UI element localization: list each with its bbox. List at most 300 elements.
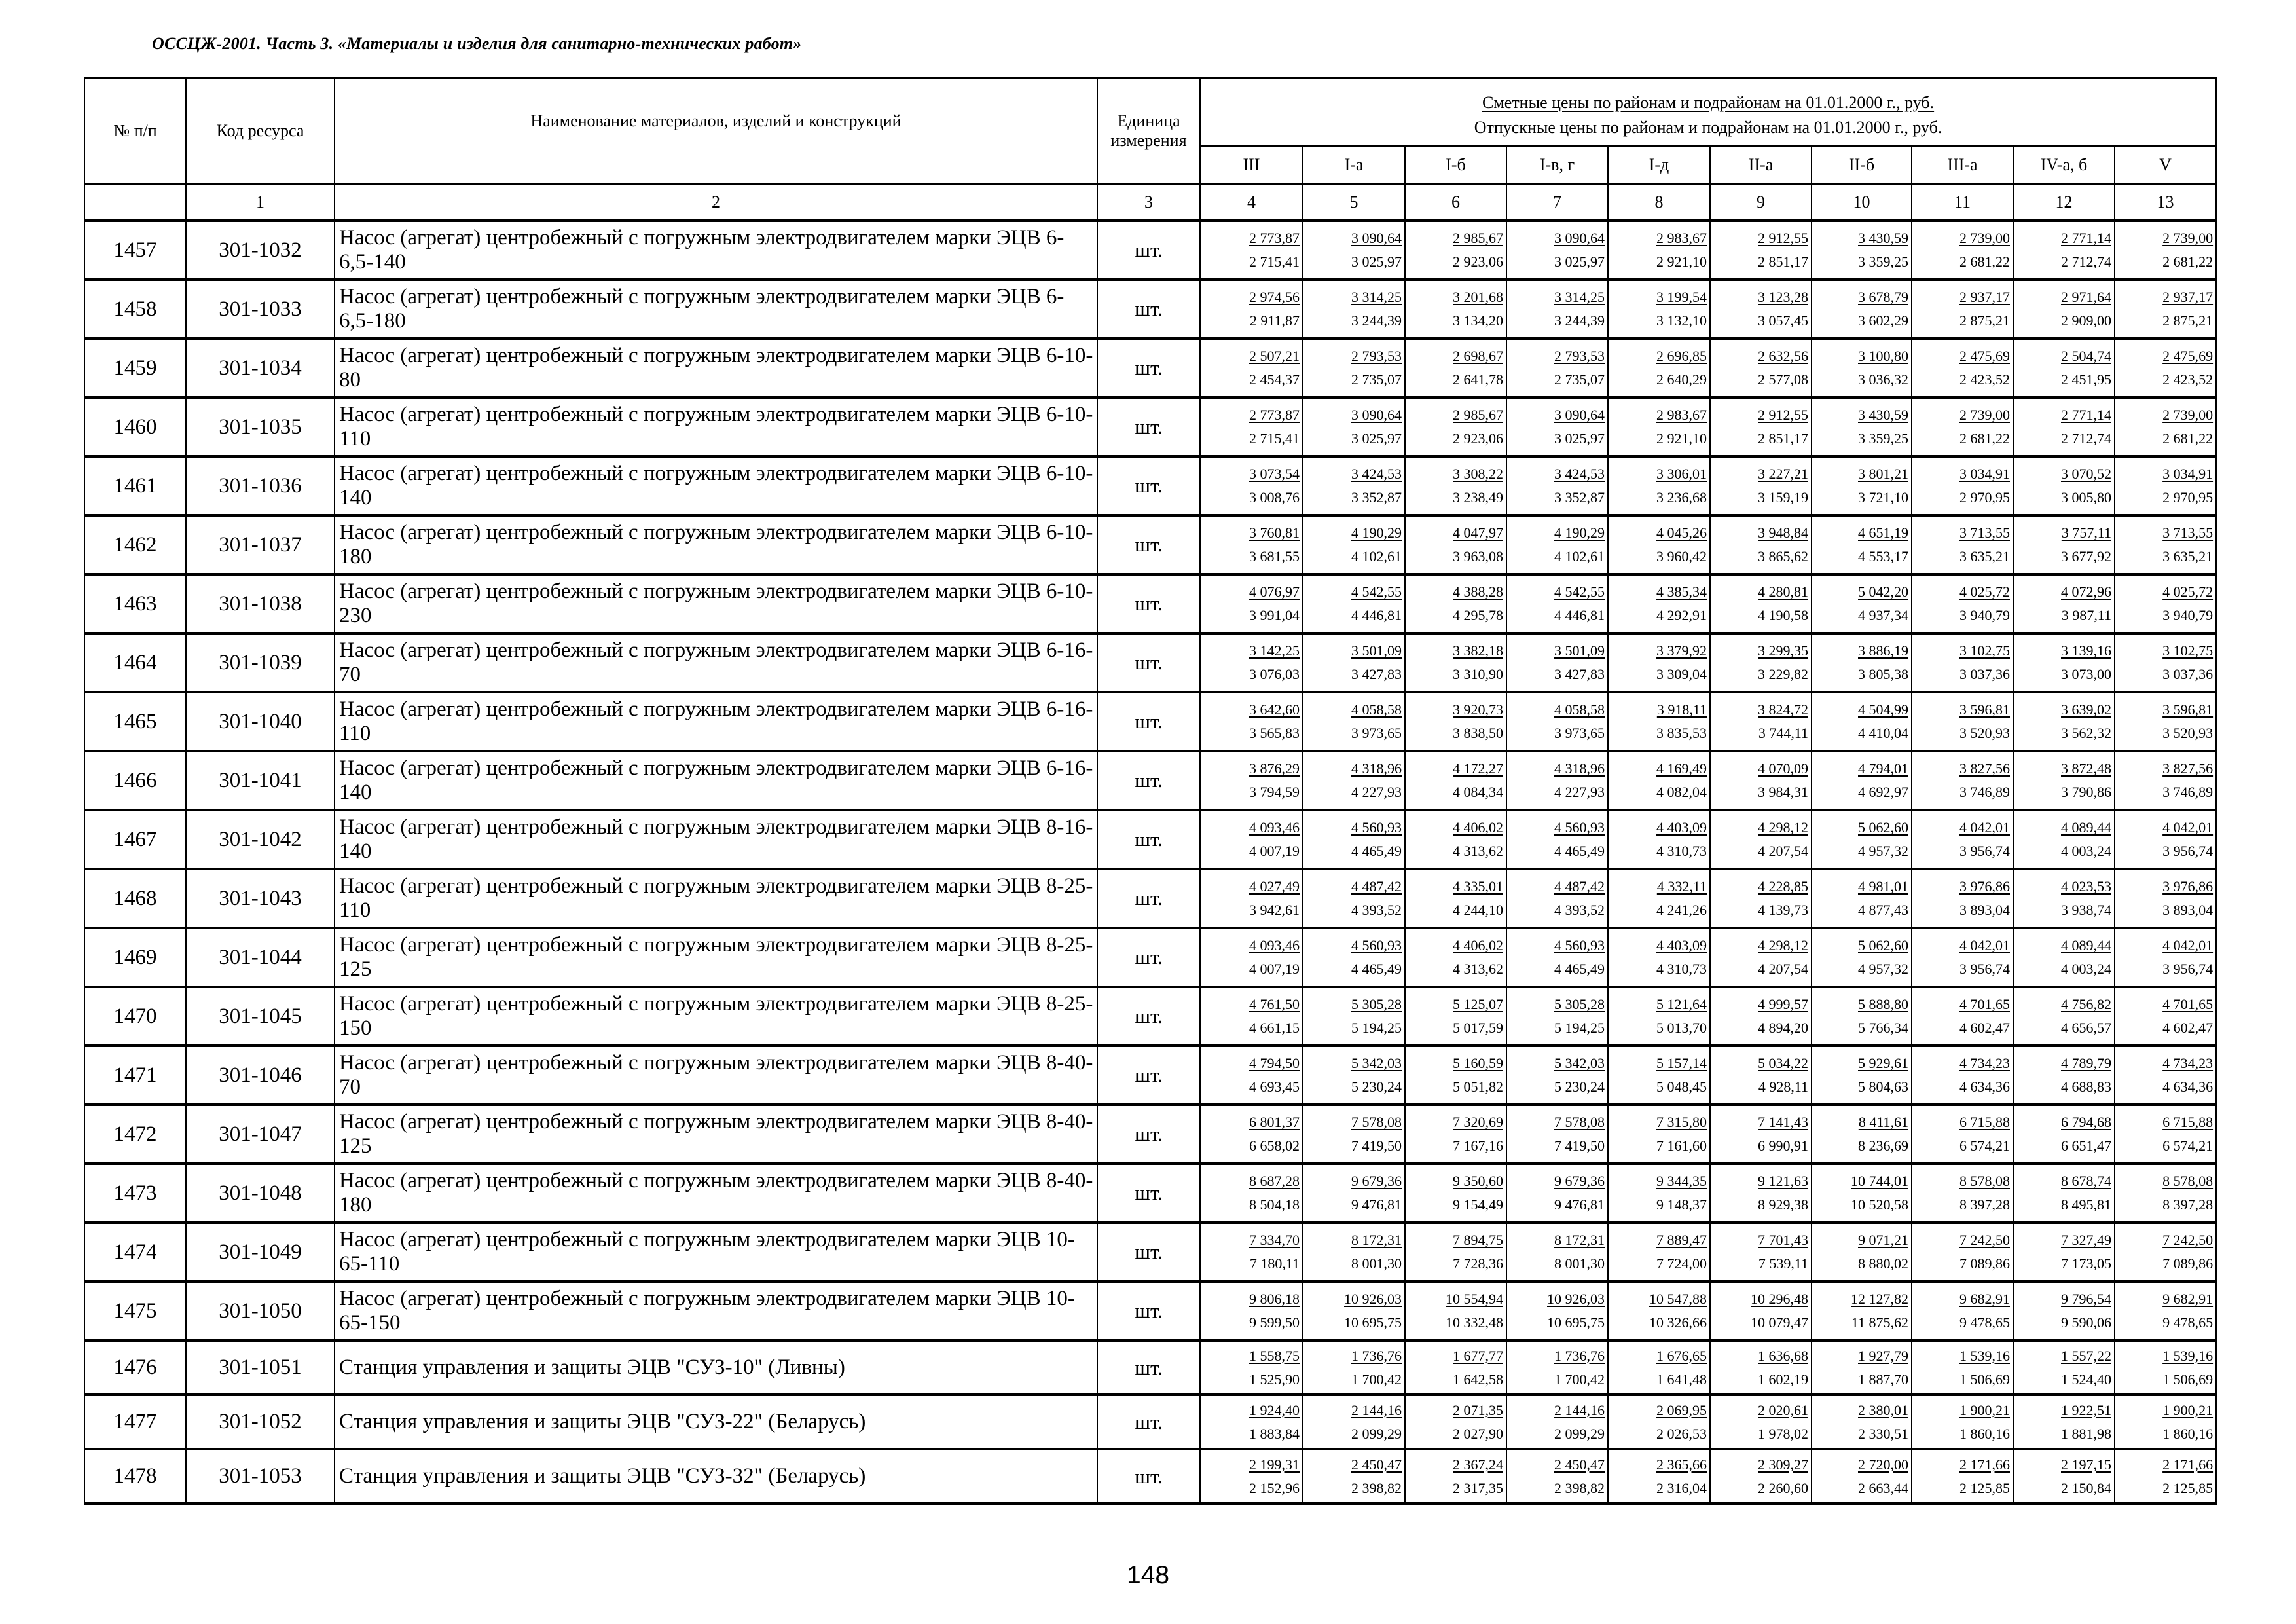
item-name: Насос (агрегат) центробежный с погружным электродвигателем марки ЭЦВ 10-65-110	[335, 1223, 1097, 1282]
estimate-price: 9 806,18	[1249, 1291, 1300, 1307]
estimate-price: 4 093,46	[1249, 937, 1300, 953]
release-price: 3 973,65	[1554, 725, 1605, 741]
release-price: 4 207,54	[1758, 843, 1808, 859]
estimate-price: 4 560,93	[1554, 819, 1605, 836]
table-row	[84, 810, 2216, 869]
price-cell	[1405, 1395, 1506, 1449]
release-price: 3 835,53	[1656, 725, 1707, 741]
estimate-price: 5 888,80	[1858, 996, 1908, 1012]
estimate-price: 7 315,80	[1656, 1114, 1707, 1130]
estimate-price: 5 342,03	[1351, 1055, 1402, 1071]
resource-code: 301-1041	[186, 751, 335, 810]
price-cell	[2013, 1046, 2115, 1105]
resource-code: 301-1048	[186, 1164, 335, 1223]
price-cell	[1608, 397, 1710, 456]
estimate-price: 2 020,61	[1758, 1401, 1808, 1418]
estimate-price: 4 701,65	[1959, 996, 2010, 1012]
price-cell	[1405, 633, 1506, 692]
price-cell	[1200, 1340, 1303, 1395]
row-number: 1472	[84, 1105, 186, 1164]
release-price: 4 241,26	[1656, 902, 1707, 918]
release-price: 2 423,52	[2162, 371, 2214, 388]
resource-code: 301-1052	[186, 1395, 335, 1449]
estimate-price: 3 102,75	[1959, 642, 2010, 659]
release-price: 4 393,52	[1351, 902, 1402, 918]
release-price: 3 025,97	[1554, 430, 1605, 447]
estimate-price: 1 557,22	[2061, 1347, 2111, 1364]
row-number: 1470	[84, 987, 186, 1046]
estimate-price: 4 734,23	[2162, 1055, 2214, 1071]
header-region: I-д	[1608, 146, 1710, 184]
price-cell	[1303, 1282, 1405, 1340]
estimate-price: 4 042,01	[1959, 819, 2010, 836]
estimate-price: 3 886,19	[1858, 642, 1908, 659]
release-price: 3 076,03	[1249, 666, 1300, 682]
row-number: 1478	[84, 1449, 186, 1504]
estimate-price: 4 318,96	[1351, 760, 1402, 777]
release-price: 7 089,86	[1959, 1255, 2010, 1272]
estimate-price: 3 090,64	[1554, 407, 1605, 423]
estimate-price: 2 475,69	[1959, 348, 2010, 364]
estimate-price: 3 199,54	[1656, 289, 1707, 305]
price-cell	[2115, 339, 2216, 397]
release-price: 3 805,38	[1858, 666, 1908, 682]
table-row	[84, 1449, 2216, 1504]
release-price: 4 007,19	[1249, 961, 1300, 977]
estimate-price: 2 475,69	[2162, 348, 2214, 364]
release-price: 2 921,10	[1656, 253, 1707, 270]
release-price: 8 880,02	[1858, 1255, 1908, 1272]
price-cell	[1812, 339, 1912, 397]
release-price: 3 960,42	[1656, 548, 1707, 564]
header-region: III	[1200, 146, 1303, 184]
release-price: 4 446,81	[1351, 607, 1402, 623]
release-price: 4 693,45	[1249, 1079, 1300, 1095]
column-number: 8	[1608, 184, 1710, 221]
price-cell	[1200, 1282, 1303, 1340]
price-cell	[1710, 1340, 1812, 1395]
table-row	[84, 751, 2216, 810]
release-price: 4 082,04	[1656, 784, 1707, 800]
estimate-price: 3 034,91	[2162, 466, 2214, 482]
price-cell	[1812, 1164, 1912, 1223]
estimate-price: 4 298,12	[1758, 937, 1808, 953]
estimate-price: 4 761,50	[1249, 996, 1300, 1012]
unit-cell: шт.	[1097, 1282, 1200, 1340]
price-cell	[2115, 987, 2216, 1046]
estimate-price: 7 701,43	[1758, 1232, 1808, 1248]
price-cell	[2115, 928, 2216, 987]
release-price: 5 013,70	[1656, 1020, 1707, 1036]
release-price: 2 398,82	[1351, 1479, 1402, 1496]
release-price: 5 766,34	[1858, 1020, 1908, 1036]
price-cell	[1506, 339, 1608, 397]
estimate-price: 2 171,66	[2162, 1456, 2214, 1473]
estimate-price: 3 090,64	[1351, 230, 1402, 246]
release-price: 2 663,44	[1858, 1479, 1908, 1496]
release-price: 4 465,49	[1351, 843, 1402, 859]
release-price: 3 942,61	[1249, 902, 1300, 918]
price-cell	[1405, 1282, 1506, 1340]
price-cell	[1710, 456, 1812, 515]
price-cell	[1710, 1395, 1812, 1449]
estimate-price: 8 578,08	[1959, 1173, 2010, 1189]
row-number: 1460	[84, 397, 186, 456]
estimate-price: 2 793,53	[1554, 348, 1605, 364]
release-price: 2 715,41	[1249, 430, 1300, 447]
release-price: 3 025,97	[1554, 253, 1605, 270]
release-price: 2 260,60	[1758, 1479, 1808, 1496]
price-cell	[1405, 515, 1506, 574]
price-cell	[1506, 1046, 1608, 1105]
price-cell	[1200, 1046, 1303, 1105]
release-price: 2 641,78	[1453, 371, 1503, 388]
estimate-price: 3 382,18	[1453, 642, 1503, 659]
price-cell	[1200, 456, 1303, 515]
estimate-price: 3 430,59	[1858, 230, 1908, 246]
estimate-price: 3 090,64	[1554, 230, 1605, 246]
release-price: 3 025,97	[1351, 253, 1402, 270]
resource-code: 301-1038	[186, 574, 335, 633]
header-region: III-а	[1912, 146, 2013, 184]
unit-cell: шт.	[1097, 574, 1200, 633]
price-cell	[1812, 1105, 1912, 1164]
release-price: 4 310,73	[1656, 843, 1707, 859]
column-number: 6	[1405, 184, 1506, 221]
estimate-price: 3 073,54	[1249, 466, 1300, 482]
release-price: 10 520,58	[1851, 1196, 1908, 1213]
price-cell	[1200, 515, 1303, 574]
price-cell	[1200, 751, 1303, 810]
price-cell	[2013, 928, 2115, 987]
estimate-price: 3 872,48	[2061, 760, 2111, 777]
row-number: 1476	[84, 1340, 186, 1395]
release-price: 8 397,28	[2162, 1196, 2214, 1213]
estimate-price: 4 042,01	[2162, 937, 2214, 953]
price-cell	[1912, 280, 2013, 339]
release-price: 1 860,16	[1959, 1425, 2010, 1442]
release-price: 2 735,07	[1351, 371, 1402, 388]
release-price: 2 911,87	[1249, 312, 1300, 329]
unit-cell: шт.	[1097, 987, 1200, 1046]
release-price: 1 978,02	[1758, 1425, 1808, 1442]
release-price: 3 721,10	[1858, 489, 1908, 506]
release-price: 4 227,93	[1554, 784, 1605, 800]
release-price: 2 316,04	[1656, 1479, 1707, 1496]
release-price: 2 921,10	[1656, 430, 1707, 447]
price-cell	[2115, 515, 2216, 574]
release-price: 2 125,85	[1959, 1479, 2010, 1496]
release-price: 5 051,82	[1453, 1079, 1503, 1095]
estimate-price: 6 794,68	[2061, 1114, 2111, 1130]
estimate-price: 8 172,31	[1554, 1232, 1605, 1248]
price-cell	[2115, 456, 2216, 515]
item-name: Насос (агрегат) центробежный с погружным электродвигателем марки ЭЦВ 10-65-150	[335, 1282, 1097, 1340]
price-cell	[1200, 1395, 1303, 1449]
price-cell	[2115, 1164, 2216, 1223]
price-cell	[1506, 1164, 1608, 1223]
price-cell	[1303, 574, 1405, 633]
estimate-price: 10 547,88	[1649, 1291, 1707, 1307]
estimate-price: 3 948,84	[1758, 525, 1808, 541]
price-cell	[1303, 751, 1405, 810]
price-cell	[1506, 928, 1608, 987]
price-cell	[2013, 280, 2115, 339]
price-cell	[2115, 1449, 2216, 1504]
release-price: 10 695,75	[1344, 1314, 1402, 1331]
price-cell	[1812, 1340, 1912, 1395]
estimate-price: 3 642,60	[1249, 701, 1300, 718]
price-cell	[1710, 633, 1812, 692]
item-name: Станция управления и защиты ЭЦВ "СУЗ-10" (Ливны)	[335, 1340, 1097, 1395]
estimate-price: 2 773,87	[1249, 407, 1300, 423]
price-cell	[1506, 280, 1608, 339]
table-row	[84, 456, 2216, 515]
unit-cell: шт.	[1097, 221, 1200, 280]
item-name: Насос (агрегат) центробежный с погружным электродвигателем марки ЭЦВ 6-10-80	[335, 339, 1097, 397]
release-price: 4 692,97	[1858, 784, 1908, 800]
estimate-price: 4 794,01	[1858, 760, 1908, 777]
price-cell	[1912, 928, 2013, 987]
estimate-price: 4 335,01	[1453, 878, 1503, 895]
estimate-price: 3 424,53	[1554, 466, 1605, 482]
price-cell	[1405, 280, 1506, 339]
estimate-price: 4 042,01	[1959, 937, 2010, 953]
price-cell	[1812, 810, 1912, 869]
row-number: 1457	[84, 221, 186, 280]
estimate-price: 4 385,34	[1656, 583, 1707, 600]
estimate-price: 7 578,08	[1351, 1114, 1402, 1130]
price-cell	[2115, 869, 2216, 928]
estimate-price: 3 801,21	[1858, 466, 1908, 482]
estimate-price: 2 450,47	[1554, 1456, 1605, 1473]
release-price: 3 973,65	[1351, 725, 1402, 741]
release-price: 4 688,83	[2061, 1079, 2111, 1095]
estimate-price: 2 199,31	[1249, 1456, 1300, 1473]
release-price: 1 602,19	[1758, 1371, 1808, 1388]
table-row	[84, 928, 2216, 987]
release-price: 2 099,29	[1554, 1425, 1605, 1442]
unit-cell: шт.	[1097, 339, 1200, 397]
header-region: V	[2115, 146, 2216, 184]
price-cell	[1405, 1105, 1506, 1164]
release-price: 5 017,59	[1453, 1020, 1503, 1036]
estimate-price: 3 596,81	[2162, 701, 2214, 718]
price-cell	[1200, 869, 1303, 928]
release-price: 3 520,93	[2162, 725, 2214, 741]
estimate-price: 2 450,47	[1351, 1456, 1402, 1473]
release-price: 2 712,74	[2061, 253, 2111, 270]
release-price: 7 419,50	[1351, 1137, 1402, 1154]
price-cell	[1912, 339, 2013, 397]
price-cell	[2115, 221, 2216, 280]
unit-cell: шт.	[1097, 1164, 1200, 1223]
estimate-price: 7 327,49	[2061, 1232, 2111, 1248]
release-price: 9 148,37	[1656, 1196, 1707, 1213]
release-price: 3 352,87	[1351, 489, 1402, 506]
price-cell	[1200, 280, 1303, 339]
price-cell	[1405, 574, 1506, 633]
row-number: 1475	[84, 1282, 186, 1340]
estimate-price: 2 720,00	[1858, 1456, 1908, 1473]
estimate-price: 2 983,67	[1656, 230, 1707, 246]
estimate-price: 4 388,28	[1453, 583, 1503, 600]
item-name: Насос (агрегат) центробежный с погружным электродвигателем марки ЭЦВ 6-16-70	[335, 633, 1097, 692]
item-name: Насос (агрегат) центробежный с погружным электродвигателем марки ЭЦВ 6-16-140	[335, 751, 1097, 810]
row-number: 1469	[84, 928, 186, 987]
price-cell	[2115, 1105, 2216, 1164]
price-cell	[2115, 1395, 2216, 1449]
release-price: 3 037,36	[1959, 666, 2010, 682]
price-cell	[1200, 1105, 1303, 1164]
release-price: 2 851,17	[1758, 253, 1808, 270]
price-cell	[1405, 1223, 1506, 1282]
price-cell	[1710, 751, 1812, 810]
release-price: 7 161,60	[1656, 1137, 1707, 1154]
price-cell	[1710, 928, 1812, 987]
unit-cell: шт.	[1097, 1395, 1200, 1449]
release-price: 3 036,32	[1858, 371, 1908, 388]
price-cell	[2013, 1395, 2115, 1449]
price-cell	[2013, 515, 2115, 574]
price-cell	[1710, 1164, 1812, 1223]
table-row	[84, 574, 2216, 633]
price-cell	[2115, 1223, 2216, 1282]
row-number: 1468	[84, 869, 186, 928]
price-cell	[2013, 574, 2115, 633]
estimate-price: 9 121,63	[1758, 1173, 1808, 1189]
release-price: 3 244,39	[1554, 312, 1605, 329]
price-table	[84, 77, 2217, 1505]
estimate-price: 4 072,96	[2061, 583, 2111, 600]
price-cell	[1506, 1223, 1608, 1282]
estimate-price: 10 926,03	[1547, 1291, 1605, 1307]
estimate-price: 7 334,70	[1249, 1232, 1300, 1248]
price-cell	[1912, 397, 2013, 456]
release-price: 3 057,45	[1758, 312, 1808, 329]
estimate-price: 2 696,85	[1656, 348, 1707, 364]
release-price: 2 712,74	[2061, 430, 2111, 447]
estimate-price: 7 894,75	[1453, 1232, 1503, 1248]
estimate-price: 4 560,93	[1351, 819, 1402, 836]
price-cell	[2013, 692, 2115, 751]
price-cell	[2115, 1340, 2216, 1395]
unit-cell: шт.	[1097, 928, 1200, 987]
price-cell	[1200, 221, 1303, 280]
estimate-price: 5 305,28	[1554, 996, 1605, 1012]
price-cell	[1710, 987, 1812, 1046]
price-cell	[1812, 574, 1912, 633]
release-price: 3 744,11	[1758, 725, 1808, 741]
estimate-price: 4 999,57	[1758, 996, 1808, 1012]
estimate-price: 3 139,16	[2061, 642, 2111, 659]
estimate-price: 7 889,47	[1656, 1232, 1707, 1248]
release-price: 3 359,25	[1858, 430, 1908, 447]
unit-cell: шт.	[1097, 1105, 1200, 1164]
price-cell	[1608, 515, 1710, 574]
estimate-price: 2 504,74	[2061, 348, 2111, 364]
estimate-price: 7 242,50	[1959, 1232, 2010, 1248]
price-cell	[1506, 515, 1608, 574]
release-price: 2 970,95	[1959, 489, 2010, 506]
release-price: 3 984,31	[1758, 784, 1808, 800]
estimate-price: 3 678,79	[1858, 289, 1908, 305]
header-prices-estimate: Сметные цены по районам и подрайонам на 01.01.2000 г., руб.	[1482, 93, 1935, 112]
row-number: 1466	[84, 751, 186, 810]
price-cell	[1303, 1105, 1405, 1164]
estimate-price: 8 411,61	[1858, 1114, 1908, 1130]
price-cell	[1912, 1164, 2013, 1223]
unit-cell: шт.	[1097, 1223, 1200, 1282]
price-cell	[2013, 869, 2115, 928]
estimate-price: 2 937,17	[2162, 289, 2214, 305]
price-cell	[1812, 1046, 1912, 1105]
release-price: 3 838,50	[1453, 725, 1503, 741]
header-region: I-а	[1303, 146, 1405, 184]
estimate-price: 2 985,67	[1453, 407, 1503, 423]
estimate-price: 3 100,80	[1858, 348, 1908, 364]
release-price: 2 909,00	[2061, 312, 2111, 329]
estimate-price: 12 127,82	[1851, 1291, 1908, 1307]
release-price: 4 602,47	[1959, 1020, 2010, 1036]
estimate-price: 2 739,00	[2162, 407, 2214, 423]
price-cell	[1200, 692, 1303, 751]
estimate-price: 3 713,55	[2162, 525, 2214, 541]
header-prices	[1200, 78, 2216, 146]
estimate-price: 5 160,59	[1453, 1055, 1503, 1071]
estimate-price: 2 983,67	[1656, 407, 1707, 423]
estimate-price: 9 350,60	[1453, 1173, 1503, 1189]
estimate-price: 3 201,68	[1453, 289, 1503, 305]
price-cell	[1812, 280, 1912, 339]
release-price: 1 524,40	[2061, 1371, 2111, 1388]
estimate-price: 9 344,35	[1656, 1173, 1707, 1189]
unit-cell: шт.	[1097, 751, 1200, 810]
release-price: 2 875,21	[1959, 312, 2010, 329]
release-price: 1 883,84	[1249, 1425, 1300, 1442]
release-price: 3 794,59	[1249, 784, 1300, 800]
release-price: 4 227,93	[1351, 784, 1402, 800]
release-price: 4 313,62	[1453, 961, 1503, 977]
release-price: 6 658,02	[1249, 1137, 1300, 1154]
item-name: Насос (агрегат) центробежный с погружным электродвигателем марки ЭЦВ 6-10-140	[335, 456, 1097, 515]
price-cell	[1608, 1105, 1710, 1164]
price-cell	[2013, 1105, 2115, 1164]
price-cell	[1506, 869, 1608, 928]
price-cell	[1608, 280, 1710, 339]
price-cell	[1405, 397, 1506, 456]
price-cell	[2013, 221, 2115, 280]
estimate-price: 4 981,01	[1858, 878, 1908, 895]
release-price: 2 451,95	[2061, 371, 2111, 388]
estimate-price: 4 406,02	[1453, 937, 1503, 953]
price-cell	[1912, 1395, 2013, 1449]
price-cell	[1710, 221, 1812, 280]
release-price: 3 991,04	[1249, 607, 1300, 623]
release-price: 10 332,48	[1446, 1314, 1503, 1331]
release-price: 3 037,36	[2162, 666, 2214, 682]
estimate-price: 2 197,15	[2061, 1456, 2111, 1473]
estimate-price: 9 071,21	[1858, 1232, 1908, 1248]
release-price: 6 651,47	[2061, 1137, 2111, 1154]
item-name: Насос (агрегат) центробежный с погружным электродвигателем марки ЭЦВ 6-6,5-140	[335, 221, 1097, 280]
price-cell	[1506, 456, 1608, 515]
release-price: 4 928,11	[1758, 1079, 1808, 1095]
unit-cell: шт.	[1097, 397, 1200, 456]
estimate-price: 2 793,53	[1351, 348, 1402, 364]
estimate-price: 3 760,81	[1249, 525, 1300, 541]
release-price: 2 423,52	[1959, 371, 2010, 388]
